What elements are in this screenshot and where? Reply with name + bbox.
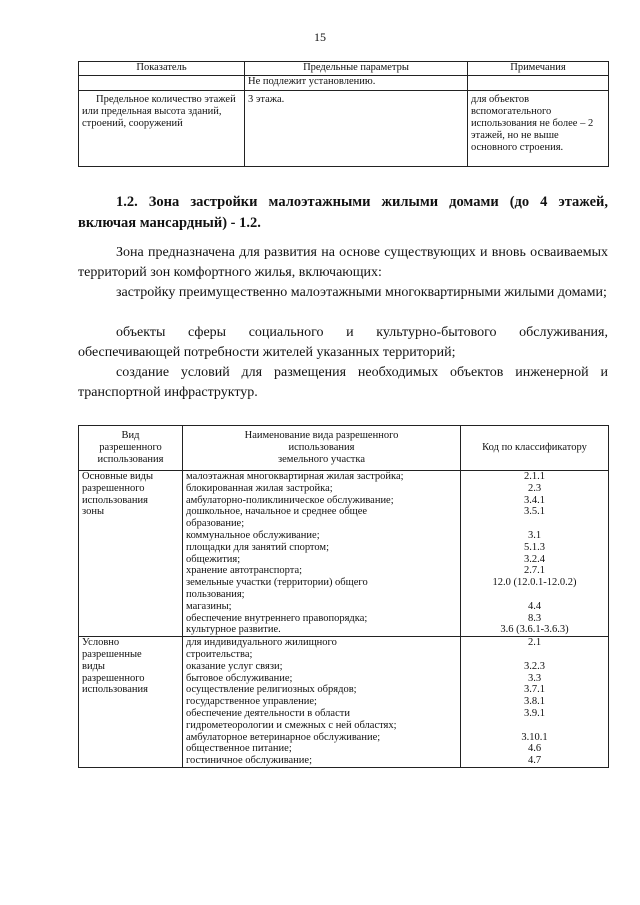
list-item: объекты сферы социального и культурно-бытового обслуживания, обеспечивающей потребности жителей указанных территорий; xyxy=(78,325,608,360)
header-cell: Примечания xyxy=(468,62,609,76)
table-row xyxy=(79,76,609,91)
param-cell: 3 этажа. xyxy=(245,91,468,167)
codes-cell: 2.1.1 2.3 3.4.1 3.5.1 3.1 5.1.3 3.2.4 2.7.1 12.0 (12.0.1-12.0.2) 4.4 8.3 3.6 (3.6.1-3.6.3) xyxy=(461,471,609,637)
use-names-cell: малоэтажная многоквартирная жилая застройка; блокированная жилая застройка; амбулаторно-поликлиническое обслуживание; дошкольное, начальное и среднее общее образование; коммунальное обслуживание; площадки для занятий спортом; общежития; хранение автотранспорта; земельные участки (территории) общего пользования; магазины; обеспечение внутреннего правопорядка; культурное развитие. xyxy=(183,471,461,637)
list-item: создание условий для размещения необходимых объектов инженерной и транспортной инфраструктур. xyxy=(78,365,608,400)
table-row xyxy=(79,91,609,167)
table-header-row xyxy=(79,426,609,471)
table-row xyxy=(79,471,609,637)
page-number: 15 xyxy=(314,30,326,44)
section-heading: 1.2. Зона застройки малоэтажными жилыми домами (до 4 этажей, включая мансардный) - 1.2. xyxy=(78,194,608,231)
parameters-table xyxy=(78,61,609,167)
table-row xyxy=(79,637,609,768)
note-cell: для объектов вспомогательного использования не более – 2 этажей, но не выше основного строения. xyxy=(468,91,609,167)
table-header-row xyxy=(79,62,609,76)
group-label-cell: Основные виды разрешенного использования зоны xyxy=(79,471,183,637)
indicator-cell: Предельное количество этажей или предельная высота зданий, строений, сооружений xyxy=(79,91,245,167)
permitted-use-table xyxy=(78,425,609,768)
codes-cell: 2.1 3.2.3 3.3 3.7.1 3.8.1 3.9.1 3.10.1 4.6 4.7 xyxy=(461,637,609,768)
header-cell: Предельные параметры xyxy=(245,62,468,76)
list-item: застройку преимущественно малоэтажными многоквартирными жилыми домами; xyxy=(116,285,607,300)
header-cell: Код по классификатору xyxy=(461,426,609,471)
group-label-cell: Условно разрешенные виды разрешенного использования xyxy=(79,637,183,768)
header-cell: Вид разрешенного использования xyxy=(79,426,183,471)
param-cell: Не подлежит установлению. xyxy=(245,76,468,91)
use-names-cell: для индивидуального жилищного строительства; оказание услуг связи; бытовое обслуживание; осуществление религиозных обрядов; государственное управление; обеспечение деятельности в области гидрометеорологии и смежных с ней областях; амбулаторное ветеринарное обслуживание; общественное питание; гостиничное обслуживание; xyxy=(183,637,461,768)
header-cell: Показатель xyxy=(79,62,245,76)
header-cell: Наименование вида разрешенного использования земельного участка xyxy=(183,426,461,471)
paragraph: Зона предназначена для развития на основе существующих и вновь осваиваемых территорий зон комфортного жилья, включающих: xyxy=(78,245,608,280)
